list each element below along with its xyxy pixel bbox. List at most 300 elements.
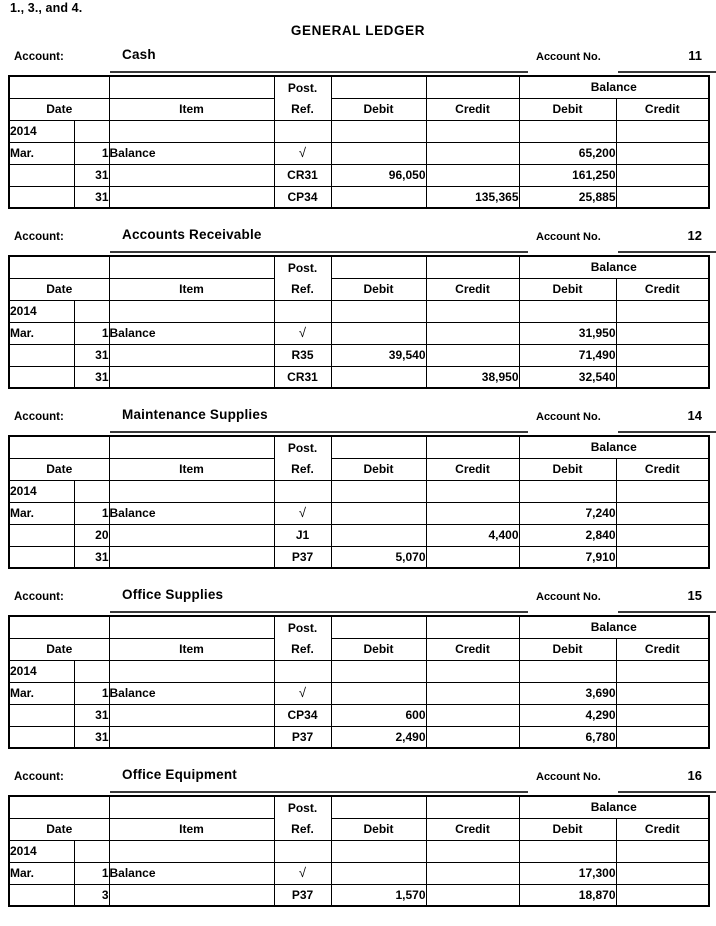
ledger-account-block (0, 765, 716, 907)
month-cell (9, 344, 74, 366)
balance-debit-cell: 3,690 (519, 682, 616, 704)
post-ref-cell: P37 (274, 726, 331, 748)
post-ref-cell: CP34 (274, 186, 331, 208)
balance-debit-cell: 71,490 (519, 344, 616, 366)
day-cell: 1 (74, 322, 109, 344)
account-name-value: Cash (122, 47, 156, 62)
day-cell: 31 (74, 164, 109, 186)
year-cell: 2014 (9, 480, 74, 502)
year-cell: 2014 (9, 120, 74, 142)
header-post-ref-line1: Post. (274, 256, 331, 278)
header-debit: Debit (331, 818, 426, 840)
credit-cell: 4,400 (426, 524, 519, 546)
post-ref-cell: CP34 (274, 704, 331, 726)
post-ref-cell (274, 862, 331, 884)
credit-cell: 38,950 (426, 366, 519, 388)
header-credit: Credit (426, 638, 519, 660)
account-no-field[interactable] (618, 765, 716, 793)
credit-cell (426, 502, 519, 524)
header-item-top-blank (109, 796, 274, 818)
balance-debit-cell: 161,250 (519, 164, 616, 186)
account-name-value: Accounts Receivable (122, 227, 262, 242)
account-no-label: Account No. (536, 411, 601, 423)
item-cell (109, 344, 274, 366)
balance-debit-cell: 32,540 (519, 366, 616, 388)
empty-cell (616, 840, 709, 862)
empty-cell (274, 660, 331, 682)
balance-credit-cell (616, 502, 709, 524)
item-cell (109, 546, 274, 568)
empty-cell (74, 840, 109, 862)
header-item: Item (109, 98, 274, 120)
header-credit-top-blank (426, 76, 519, 98)
ledger-table-body (9, 300, 709, 388)
table-row (9, 862, 709, 884)
ledger-table (8, 75, 710, 209)
account-header (0, 225, 716, 255)
table-row (9, 164, 709, 186)
item-cell (109, 524, 274, 546)
debit-cell: 600 (331, 704, 426, 726)
account-header (0, 585, 716, 615)
empty-cell (616, 120, 709, 142)
header-date-top-blank (9, 616, 109, 638)
empty-cell (74, 300, 109, 322)
header-balance: Balance (519, 436, 709, 458)
day-cell: 31 (74, 726, 109, 748)
header-balance-debit: Debit (519, 818, 616, 840)
credit-cell (426, 142, 519, 164)
table-row (9, 546, 709, 568)
day-cell: 31 (74, 704, 109, 726)
header-item: Item (109, 638, 274, 660)
header-balance-debit: Debit (519, 278, 616, 300)
ledger-table-header (9, 76, 709, 120)
account-name-value: Office Equipment (122, 767, 237, 782)
header-credit-top-blank (426, 256, 519, 278)
item-cell: Balance (109, 142, 274, 164)
header-row-top (9, 436, 709, 458)
header-post-ref-line2: Ref. (274, 638, 331, 660)
empty-cell (519, 120, 616, 142)
month-cell: Mar. (9, 502, 74, 524)
table-row (9, 480, 709, 502)
header-debit-top-blank (331, 256, 426, 278)
month-cell: Mar. (9, 142, 74, 164)
balance-credit-cell (616, 186, 709, 208)
header-date: Date (9, 818, 109, 840)
ledger-table-header (9, 616, 709, 660)
check-mark-icon: √ (298, 145, 307, 160)
check-mark-icon: √ (298, 685, 307, 700)
header-credit-top-blank (426, 616, 519, 638)
header-debit: Debit (331, 638, 426, 660)
balance-credit-cell (616, 366, 709, 388)
header-debit-top-blank (331, 796, 426, 818)
balance-debit-cell: 6,780 (519, 726, 616, 748)
credit-cell (426, 546, 519, 568)
header-balance-credit: Credit (616, 818, 709, 840)
header-balance-debit: Debit (519, 638, 616, 660)
debit-cell (331, 186, 426, 208)
table-row (9, 884, 709, 906)
header-post-ref-line2: Ref. (274, 278, 331, 300)
empty-cell (616, 480, 709, 502)
balance-debit-cell: 65,200 (519, 142, 616, 164)
debit-cell: 96,050 (331, 164, 426, 186)
ledger-table-body (9, 840, 709, 906)
post-ref-cell: CR31 (274, 366, 331, 388)
month-cell (9, 524, 74, 546)
post-ref-cell: CR31 (274, 164, 331, 186)
account-no-value: 15 (687, 588, 702, 603)
check-mark-icon: √ (298, 865, 307, 880)
header-credit: Credit (426, 98, 519, 120)
account-name-field[interactable] (110, 585, 528, 613)
post-ref-cell (274, 142, 331, 164)
table-row (9, 726, 709, 748)
table-row (9, 704, 709, 726)
header-credit: Credit (426, 818, 519, 840)
header-date-top-blank (9, 436, 109, 458)
debit-cell: 2,490 (331, 726, 426, 748)
balance-credit-cell (616, 344, 709, 366)
account-label: Account: (14, 411, 64, 423)
day-cell: 3 (74, 884, 109, 906)
ledger-account-block (0, 405, 716, 569)
header-row-top (9, 616, 709, 638)
year-cell: 2014 (9, 660, 74, 682)
account-header (0, 765, 716, 795)
day-cell: 31 (74, 186, 109, 208)
account-no-value: 11 (688, 48, 702, 63)
credit-cell (426, 862, 519, 884)
header-balance-credit: Credit (616, 458, 709, 480)
post-ref-cell (274, 502, 331, 524)
ledger-table-body (9, 120, 709, 208)
month-cell (9, 546, 74, 568)
item-cell (109, 726, 274, 748)
empty-cell (519, 300, 616, 322)
balance-credit-cell (616, 142, 709, 164)
header-item-top-blank (109, 76, 274, 98)
header-row-top (9, 256, 709, 278)
empty-cell (519, 840, 616, 862)
debit-cell (331, 322, 426, 344)
header-post-ref-line1: Post. (274, 76, 331, 98)
table-row (9, 142, 709, 164)
empty-cell (519, 660, 616, 682)
account-name-field[interactable] (110, 405, 528, 433)
header-item-top-blank (109, 616, 274, 638)
header-item-top-blank (109, 436, 274, 458)
ledger-table-header (9, 796, 709, 840)
item-cell: Balance (109, 502, 274, 524)
credit-cell (426, 704, 519, 726)
day-cell: 20 (74, 524, 109, 546)
account-no-field[interactable] (618, 585, 716, 613)
credit-cell (426, 164, 519, 186)
empty-cell (426, 840, 519, 862)
month-cell: Mar. (9, 322, 74, 344)
account-name-field[interactable] (110, 765, 528, 793)
debit-cell (331, 682, 426, 704)
empty-cell (331, 300, 426, 322)
debit-cell (331, 502, 426, 524)
empty-cell (74, 660, 109, 682)
empty-cell (109, 480, 274, 502)
header-post-ref-line2: Ref. (274, 458, 331, 480)
debit-cell: 1,570 (331, 884, 426, 906)
balance-credit-cell (616, 322, 709, 344)
post-ref-cell: P37 (274, 546, 331, 568)
header-row-bottom (9, 818, 709, 840)
balance-debit-cell: 18,870 (519, 884, 616, 906)
credit-cell (426, 682, 519, 704)
header-balance: Balance (519, 76, 709, 98)
post-ref-cell: P37 (274, 884, 331, 906)
empty-cell (274, 120, 331, 142)
balance-credit-cell (616, 524, 709, 546)
header-debit-top-blank (331, 616, 426, 638)
account-no-label: Account No. (536, 771, 601, 783)
table-row (9, 366, 709, 388)
month-cell (9, 884, 74, 906)
month-cell (9, 164, 74, 186)
header-credit-top-blank (426, 436, 519, 458)
account-no-label: Account No. (536, 231, 601, 243)
debit-cell: 39,540 (331, 344, 426, 366)
header-post-ref-line1: Post. (274, 796, 331, 818)
empty-cell (109, 300, 274, 322)
day-cell: 1 (74, 862, 109, 884)
ledger-account-block (0, 585, 716, 749)
account-header (0, 405, 716, 435)
balance-debit-cell: 31,950 (519, 322, 616, 344)
empty-cell (331, 120, 426, 142)
header-item-top-blank (109, 256, 274, 278)
day-cell: 31 (74, 344, 109, 366)
empty-cell (426, 480, 519, 502)
ledger-table-header (9, 436, 709, 480)
empty-cell (331, 480, 426, 502)
header-debit-top-blank (331, 436, 426, 458)
day-cell: 1 (74, 682, 109, 704)
balance-credit-cell (616, 862, 709, 884)
table-row (9, 682, 709, 704)
year-cell: 2014 (9, 300, 74, 322)
header-date: Date (9, 278, 109, 300)
item-cell (109, 704, 274, 726)
account-label: Account: (14, 231, 64, 243)
credit-cell (426, 726, 519, 748)
balance-credit-cell (616, 704, 709, 726)
header-row-bottom (9, 98, 709, 120)
month-cell (9, 366, 74, 388)
header-debit-top-blank (331, 76, 426, 98)
item-cell (109, 884, 274, 906)
table-row (9, 660, 709, 682)
header-balance-debit: Debit (519, 458, 616, 480)
account-no-field[interactable] (618, 225, 716, 253)
empty-cell (274, 300, 331, 322)
header-date-top-blank (9, 796, 109, 818)
month-cell: Mar. (9, 682, 74, 704)
header-row-top (9, 796, 709, 818)
month-cell (9, 186, 74, 208)
debit-cell (331, 862, 426, 884)
post-ref-cell: R35 (274, 344, 331, 366)
header-balance: Balance (519, 796, 709, 818)
empty-cell (109, 840, 274, 862)
balance-debit-cell: 17,300 (519, 862, 616, 884)
header-date-top-blank (9, 76, 109, 98)
balance-debit-cell: 7,240 (519, 502, 616, 524)
table-row (9, 344, 709, 366)
account-name-value: Maintenance Supplies (122, 407, 268, 422)
account-name-field[interactable] (110, 45, 528, 73)
day-cell: 1 (74, 142, 109, 164)
balance-credit-cell (616, 546, 709, 568)
header-balance: Balance (519, 616, 709, 638)
table-row (9, 300, 709, 322)
empty-cell (616, 300, 709, 322)
item-cell (109, 186, 274, 208)
month-cell (9, 726, 74, 748)
ledger-table-header (9, 256, 709, 300)
header-date: Date (9, 638, 109, 660)
header-date: Date (9, 458, 109, 480)
page-title: GENERAL LEDGER (290, 23, 426, 38)
account-no-field[interactable] (618, 405, 716, 433)
ledger-account-block (0, 225, 716, 389)
ledger-table (8, 795, 710, 907)
account-no-value: 12 (687, 228, 702, 243)
item-cell: Balance (109, 322, 274, 344)
ledger-table-body (9, 480, 709, 568)
post-ref-cell (274, 322, 331, 344)
header-row-bottom (9, 638, 709, 660)
empty-cell (109, 660, 274, 682)
item-cell (109, 366, 274, 388)
month-cell (9, 704, 74, 726)
day-cell: 31 (74, 366, 109, 388)
account-no-field[interactable] (618, 45, 716, 73)
table-row (9, 186, 709, 208)
day-cell: 31 (74, 546, 109, 568)
check-mark-icon: √ (298, 505, 307, 520)
table-row (9, 524, 709, 546)
header-balance: Balance (519, 256, 709, 278)
credit-cell: 135,365 (426, 186, 519, 208)
month-cell: Mar. (9, 862, 74, 884)
empty-cell (426, 120, 519, 142)
header-credit: Credit (426, 458, 519, 480)
check-mark-icon: √ (298, 325, 307, 340)
problem-reference: 1., 3., and 4. (10, 1, 83, 15)
header-post-ref-line1: Post. (274, 436, 331, 458)
ledger-account-block (0, 45, 716, 209)
balance-credit-cell (616, 164, 709, 186)
header-debit: Debit (331, 458, 426, 480)
header-balance-debit: Debit (519, 98, 616, 120)
header-debit: Debit (331, 98, 426, 120)
header-item: Item (109, 278, 274, 300)
header-item: Item (109, 458, 274, 480)
header-balance-credit: Credit (616, 278, 709, 300)
header-date: Date (9, 98, 109, 120)
empty-cell (616, 660, 709, 682)
empty-cell (274, 480, 331, 502)
empty-cell (331, 840, 426, 862)
account-label: Account: (14, 51, 64, 63)
empty-cell (109, 120, 274, 142)
post-ref-cell: J1 (274, 524, 331, 546)
account-no-label: Account No. (536, 591, 601, 603)
ledger-table-body (9, 660, 709, 748)
day-cell: 1 (74, 502, 109, 524)
balance-debit-cell: 2,840 (519, 524, 616, 546)
credit-cell (426, 344, 519, 366)
empty-cell (74, 120, 109, 142)
debit-cell: 5,070 (331, 546, 426, 568)
header-item: Item (109, 818, 274, 840)
item-cell: Balance (109, 862, 274, 884)
header-date-top-blank (9, 256, 109, 278)
empty-cell (74, 480, 109, 502)
header-balance-credit: Credit (616, 98, 709, 120)
balance-credit-cell (616, 884, 709, 906)
header-post-ref-line2: Ref. (274, 98, 331, 120)
empty-cell (426, 660, 519, 682)
header-row-bottom (9, 278, 709, 300)
account-no-value: 14 (687, 408, 702, 423)
table-row (9, 502, 709, 524)
header-row-bottom (9, 458, 709, 480)
empty-cell (274, 840, 331, 862)
account-label: Account: (14, 591, 64, 603)
table-row (9, 840, 709, 862)
balance-debit-cell: 7,910 (519, 546, 616, 568)
debit-cell (331, 524, 426, 546)
balance-debit-cell: 25,885 (519, 186, 616, 208)
header-debit: Debit (331, 278, 426, 300)
post-ref-cell (274, 682, 331, 704)
account-name-field[interactable] (110, 225, 528, 253)
empty-cell (426, 300, 519, 322)
ledger-table (8, 255, 710, 389)
header-post-ref-line2: Ref. (274, 818, 331, 840)
ledger-table (8, 435, 710, 569)
debit-cell (331, 142, 426, 164)
item-cell: Balance (109, 682, 274, 704)
debit-cell (331, 366, 426, 388)
year-cell: 2014 (9, 840, 74, 862)
account-header (0, 45, 716, 75)
header-balance-credit: Credit (616, 638, 709, 660)
item-cell (109, 164, 274, 186)
header-credit-top-blank (426, 796, 519, 818)
table-row (9, 120, 709, 142)
account-name-value: Office Supplies (122, 587, 224, 602)
credit-cell (426, 322, 519, 344)
header-credit: Credit (426, 278, 519, 300)
account-label: Account: (14, 771, 64, 783)
ledger-table (8, 615, 710, 749)
header-post-ref-line1: Post. (274, 616, 331, 638)
credit-cell (426, 884, 519, 906)
empty-cell (331, 660, 426, 682)
